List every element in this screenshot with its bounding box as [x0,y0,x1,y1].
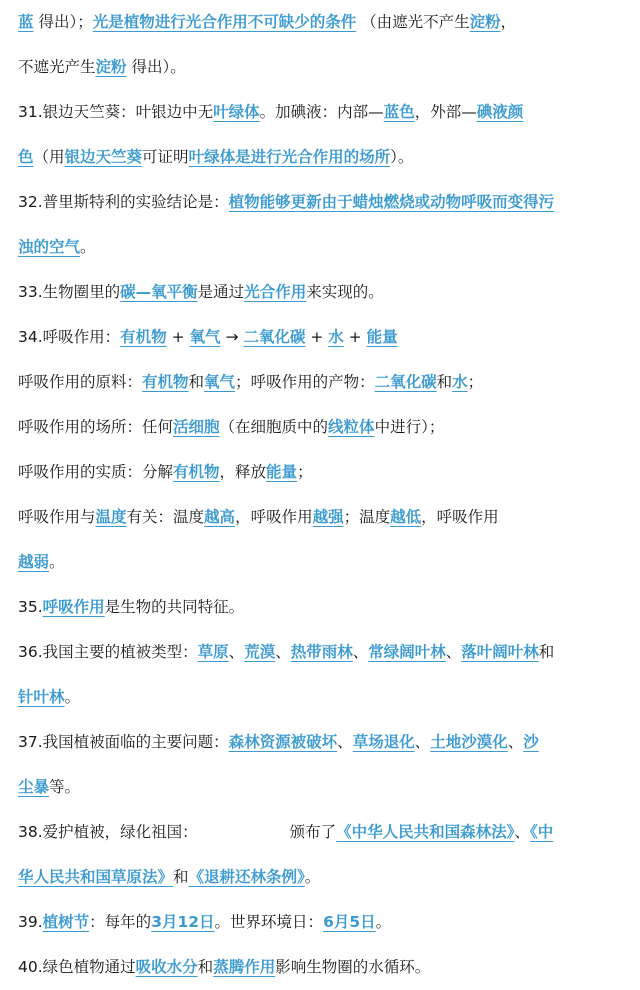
answer-text: 《中华人民共和国森林法》 [336,823,515,841]
text-line [18,495,636,540]
answer-text: 土地沙漠化 [430,733,508,751]
answer-text: 常绿阔叶林 [368,643,446,661]
text-line [18,45,636,90]
answer-text: 淀粉 [469,13,501,31]
question-text: 和 [538,643,555,661]
question-text: ，呼吸作用 [421,508,499,526]
answer-text: 蓝 [18,13,34,31]
question-text: 38.爱护植被，绿化祖国： [18,823,198,841]
answer-text: 越强 [312,508,344,526]
question-text: 、 [514,823,530,841]
question-text: 呼吸作用的原料： [18,373,143,391]
question-text: 34.呼吸作用： [18,328,121,346]
question-text: （用 [33,148,65,166]
question-text: 来实现的。 [306,283,384,301]
question-text: 、 [337,733,353,751]
question-text: ， [500,13,517,31]
question-text: ； [297,463,313,481]
question-text: 颁布了 [289,823,337,841]
answer-text: 二氧化碳 [374,373,437,391]
answer-text: 氧气 [204,373,236,391]
text-line [18,540,636,585]
answer-text: 二氧化碳 [243,328,306,346]
answer-text: 银边天竺葵 [64,148,143,166]
text-line [18,585,636,630]
answer-text: 沙 [523,733,539,751]
text-line [18,945,636,990]
question-text: 和 [436,373,453,391]
text-line [18,135,636,180]
question-text: 可证明 [142,148,189,166]
question-text: ； [467,373,484,391]
answer-text: 色 [18,148,34,166]
answer-text: 有机物 [142,373,189,391]
question-text: 39. [18,913,43,931]
answer-text: 植物能够更新由于蜡烛燃烧或动物呼吸而变得污 [228,193,555,211]
question-text: + [305,328,329,346]
question-text: ；呼吸作用的产物： [235,373,375,391]
answer-text: 蓝色 [383,103,415,121]
answer-text: 《中 [529,823,554,841]
answer-text: 森林资源被破坏 [228,733,338,751]
text-line [18,270,636,315]
question-text: 不遮光产生 [18,58,96,76]
text-line [18,0,636,45]
question-text: 、 [445,643,462,661]
answer-text: 氧气 [189,328,221,346]
answer-text: 草场退化 [352,733,415,751]
answer-text: 水 [452,373,468,391]
question-text: 和 [173,868,189,886]
question-text: 40.绿色植物通过 [18,958,136,976]
question-text: ：每年的 [89,913,152,931]
text-line [18,810,636,855]
question-text: ）。 [390,148,414,166]
answer-text: 叶绿体是进行光合作用的场所 [188,148,391,166]
text-line [18,405,636,450]
answer-text: 水 [328,328,344,346]
text-line [18,900,636,945]
answer-text: 植树节 [42,913,90,931]
text-line [18,180,636,225]
question-text: 呼吸作用与 [18,508,96,526]
question-text: 。 [80,238,96,256]
text-line [18,360,636,405]
answer-text: 线粒体 [328,418,375,436]
answer-text: 针叶林 [18,688,65,706]
text-line [18,315,636,360]
question-text: ，呼吸作用 [235,508,313,526]
question-text: 、 [228,643,245,661]
question-text: + [343,328,367,346]
question-text: 。 [64,688,81,706]
answer-text: 活细胞 [173,418,220,436]
answer-text: 有机物 [120,328,167,346]
question-text: 、 [275,643,291,661]
question-text: ，外部— [414,103,477,121]
question-text: 等。 [49,778,81,796]
answer-text: 落叶阔叶林 [461,643,539,661]
answer-text: 草原 [197,643,229,661]
question-text: （在细胞质中的 [219,418,329,436]
answer-text: 光合作用 [244,283,307,301]
text-line [18,765,636,810]
question-text: 。加碘液：内部— [259,103,384,121]
answer-text: 尘暴 [18,778,50,796]
question-text: 呼吸作用的实质：分解 [18,463,174,481]
answer-text: 光是植物进行光合作用不可缺少的条件 [92,13,357,31]
question-text: 是生物的共同特征。 [104,598,245,616]
redacted-area [198,823,290,843]
question-text: 、 [414,733,431,751]
answer-text: 越弱 [18,553,50,571]
answer-text: 呼吸作用 [42,598,105,616]
answer-text: 淀粉 [95,58,127,76]
question-text: 。 [304,868,321,886]
question-text: 31.银边天竺葵：叶银边中无 [18,103,214,121]
text-line [18,675,636,720]
question-text: 32.普里斯特利的实验结论是： [18,193,229,211]
text-line [18,855,636,900]
question-text: （由遮光不产生 [356,13,470,31]
question-text: 是通过 [197,283,245,301]
question-text: ；温度 [343,508,391,526]
answer-text: 《退耕还林条例》 [188,868,305,886]
answer-text: 碘液颜 [476,103,524,121]
question-text: 中进行）； [374,418,445,436]
question-text: 得出）。 [126,58,186,76]
answer-text: 能量 [266,463,298,481]
question-text: 33.生物圈里的 [18,283,121,301]
question-text: 呼吸作用的场所：任何 [18,418,174,436]
answer-text: 能量 [366,328,398,346]
question-text: 和 [197,958,214,976]
question-text: 有关：温度 [126,508,205,526]
answer-text: 3月12日 [151,913,215,931]
question-text: → [220,328,244,346]
answer-text: 浊的空气 [18,238,81,256]
answer-text: 6月5日 [323,913,376,931]
text-line [18,720,636,765]
text-line [18,450,636,495]
question-text: 和 [188,373,205,391]
question-text: 、 [507,733,524,751]
text-line [18,630,636,675]
answer-text: 越高 [204,508,236,526]
question-text: 得出）； [33,13,93,31]
answer-text: 荒漠 [244,643,276,661]
answer-text: 温度 [95,508,127,526]
answer-text: 越低 [390,508,422,526]
question-text: + [166,328,190,346]
answer-text: 有机物 [173,463,220,481]
question-text: 影响生物圈的水循环。 [275,958,431,976]
question-text: 。 [49,553,65,571]
question-text: 37.我国植被面临的主要问题： [18,733,229,751]
question-text: 。世界环境日： [214,913,324,931]
answer-text: 吸收水分 [135,958,198,976]
question-text: 36.我国主要的植被类型： [18,643,198,661]
answer-text: 热带雨林 [290,643,353,661]
answer-text: 叶绿体 [213,103,260,121]
question-text: ，释放 [219,463,267,481]
question-text: 。 [375,913,392,931]
answer-text: 蒸腾作用 [213,958,276,976]
answer-text: 碳—氧平衡 [120,283,198,301]
text-line [18,225,636,270]
question-text: 35. [18,598,43,616]
text-line [18,90,636,135]
question-text: 、 [352,643,369,661]
answer-text: 华人民共和国草原法》 [18,868,174,886]
